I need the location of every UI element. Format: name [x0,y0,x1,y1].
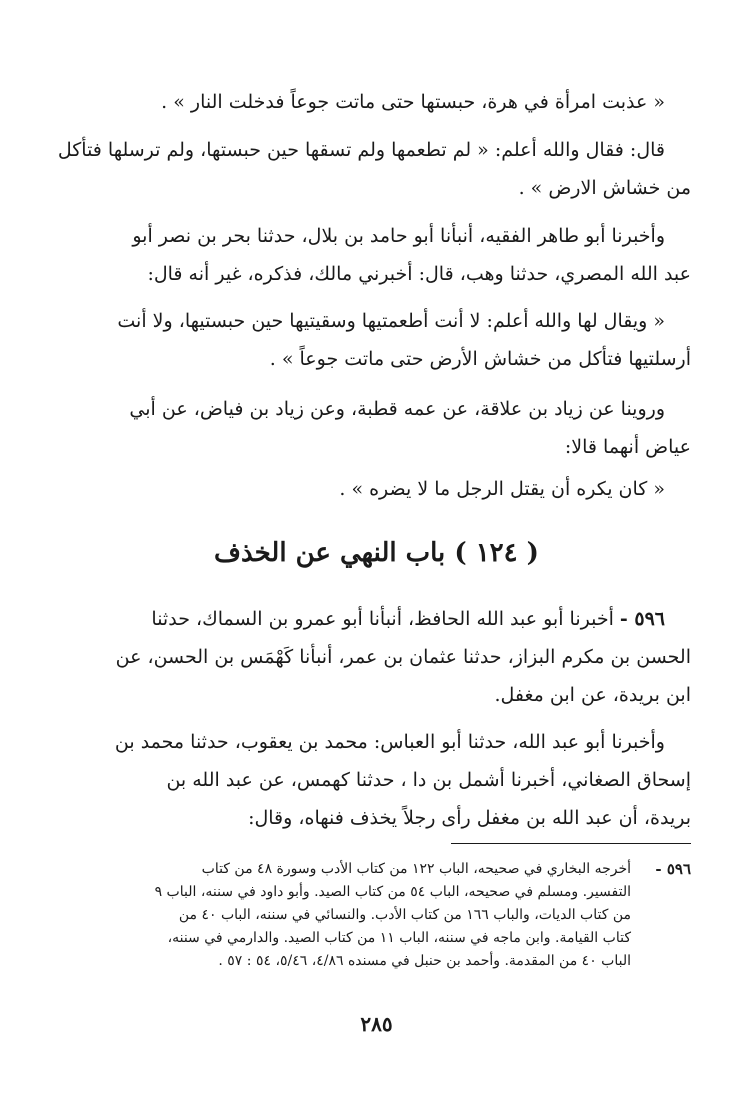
footnote-line: التفسير. ومسلم في صحيحه، الباب ٥٤ من كتاب الصيد. وأبو داود في سننه، الباب ٩ [154,884,631,900]
hadith-text: أخبرنا أبو عبد الله الحافظ، أنبأنا أبو عمرو بن السماك، حدثنا [151,608,614,630]
text-line: قال: فقال والله أعلم: « لم تطعمها ولم تسقها حين حبستها، ولم ترسلها فتأكل [57,139,665,161]
paragraph-3 [51,217,691,293]
paragraph-5 [51,390,691,466]
text-line: « ويقال لها والله أعلم: لا أنت أطعمتيها وسقيتيها حين حبستيها، ولا أنت [117,310,665,332]
text-line: وأخبرنا أبو عبد الله، حدثنا أبو العباس: محمد بن يعقوب، حدثنا محمد بن [114,731,665,753]
paragraph-6 [51,470,691,508]
text-line: ابن بريدة، عن ابن مغفل. [494,684,691,706]
text-line: « كان يكره أن يقتل الرجل ما لا يضره » . [339,478,665,500]
hadith-number: ٥٩٦ - [619,608,665,630]
footnote-body [51,858,691,973]
text-line [51,600,691,638]
paragraph-4 [51,302,691,378]
footnote-divider [451,843,691,844]
footnote-line: كتاب القيامة. وابن ماجه في سننه، الباب ١١ من كتاب الصيد. والدارمي في سننه، [167,930,631,946]
paragraph-after-hadith [51,723,691,837]
text-line: عياض أنهما قالا: [564,436,691,458]
text-line: عبد الله المصري، حدثنا وهب، قال: أخبرني مالك، فذكره، غير أنه قال: [147,263,691,285]
footnote-line: الباب ٤٠ من المقدمة. وأحمد بن حنبل في مسنده ٤/٨٦، ٥/٤٦، ٥٤ : ٥٧ . [218,953,631,969]
text-line: من خشاش الارض » . [518,177,691,199]
footnote-number: ٥٩٦ - [655,860,691,878]
hadith-596 [51,600,691,714]
paragraph-1 [51,83,691,121]
text-line: وروينا عن زياد بن علاقة، عن عمه قطبة، وعن زياد بن فياض، عن أبي [129,398,665,420]
page-number: ٢٨٥ [360,1012,393,1036]
footnote [51,858,691,973]
text-line: وأخبرنا أبو طاهر الفقيه، أنبأنا أبو حامد بن بلال، حدثنا بحر بن نصر أبو [132,225,665,247]
footnote-line: أخرجه البخاري في صحيحه، الباب ١٢٢ من كتاب الأدب وسورة ٤٨ من كتاب [201,861,631,877]
text-line: « عذبت امرأة في هرة، حبستها حتى ماتت جوعاً فدخلت النار » . [161,91,665,113]
text-line: أرسلتيها فتأكل من خشاش الأرض حتى ماتت جوعاً » . [269,348,691,370]
text-line: بريدة، أن عبد الله بن مغفل رأى رجلاً يخذف فنهاه، وقال: [248,807,691,829]
paragraph-2 [51,131,691,207]
text-line: إسحاق الصغاني، أخبرنا أشمل بن دا ، حدثنا كهمس، عن عبد الله بن [166,769,691,791]
text-line: الحسن بن مكرم البزاز، حدثنا عثمان بن عمر، أنبأنا كَهْمَس بن الحسن، عن [115,646,691,668]
chapter-title: ( ١٢٤ ) باب النهي عن الخذف [214,538,539,568]
footnote-line: من كتاب الديات، والباب ١٦٦ من كتاب الأدب. والنسائي في سننه، الباب ٤٠ من [178,907,631,923]
